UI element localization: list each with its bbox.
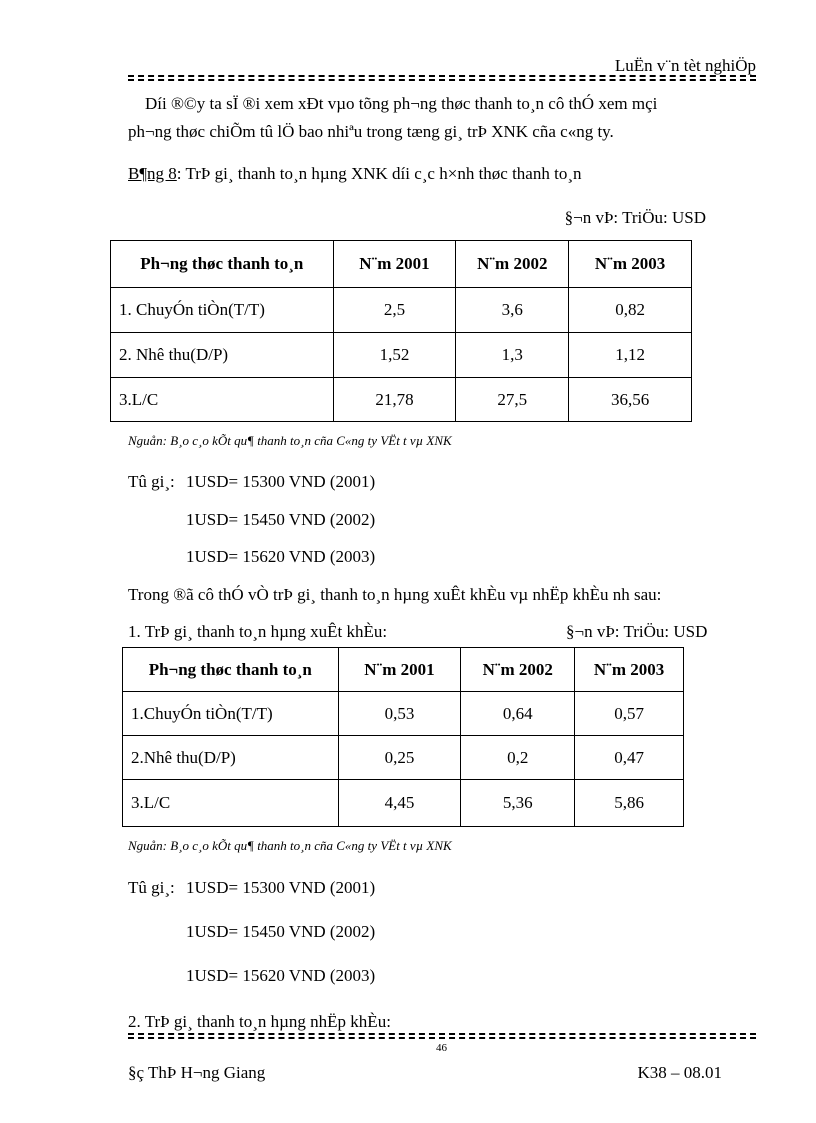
running-header: LuËn v¨n tèt nghiÖp — [614, 56, 756, 75]
table-cell: 0,53 — [338, 692, 461, 736]
payment-table-export — [122, 647, 684, 827]
footer-author: §ç ThÞ H¬ng Giang — [128, 1063, 266, 1082]
exchange-rate-prefix: Tû gi¸: — [128, 472, 175, 491]
unit-label-2: §¬n vÞ: TriÖu: USD — [566, 622, 708, 641]
table-cell: 1,3 — [456, 333, 569, 378]
table-cell: 5,86 — [575, 780, 684, 827]
table-row — [123, 780, 684, 827]
table-cell: 21,78 — [333, 378, 456, 422]
row-label: 2.Nhê thu(D/P) — [123, 736, 339, 780]
section-import-title: 2. TrÞ gi¸ thanh to¸n hµng nhËp khÈu: — [128, 1012, 391, 1031]
exchange-rate-2003: 1USD= 15620 VND (2003) — [186, 966, 376, 985]
page-number: 46 — [436, 1042, 447, 1054]
section-export-title: 1. TrÞ gi¸ thanh to¸n hµng xuÊt khÈu: — [128, 622, 388, 641]
exchange-rate-2001: 1USD= 15300 VND (2001) — [186, 472, 376, 491]
column-header: Ph¬ng thøc thanh to¸n — [123, 648, 339, 692]
header-divider-2 — [128, 79, 756, 81]
column-header: N¨m 2003 — [569, 241, 692, 288]
table-row — [111, 288, 692, 333]
table-cell: 0,64 — [461, 692, 575, 736]
table-header-row — [111, 241, 692, 288]
row-label: 3.L/C — [111, 378, 334, 422]
table-row — [123, 692, 684, 736]
table-caption — [128, 164, 582, 184]
table-cell: 2,5 — [333, 288, 456, 333]
footer-divider-2 — [128, 1037, 756, 1039]
column-header: N¨m 2002 — [456, 241, 569, 288]
header-divider — [128, 75, 756, 77]
paragraph-detail: Trong ®ã cô thÓ vÒ trÞ gi¸ thanh to¸n hµng xuÊt khÈu vµ nhËp khÈu nh sau: — [128, 585, 662, 604]
table-header-row — [123, 648, 684, 692]
table-cell: 4,45 — [338, 780, 461, 827]
intro-line-1: Díi ®©y ta sÏ ®i xem xÐt vµo tõng ph¬ng thøc thanh to¸n cô thÓ xem mçi — [145, 94, 658, 113]
row-label: 1. ChuyÓn tiÒn(T/T) — [111, 288, 334, 333]
unit-label-1: §¬n vÞ: TriÖu: USD — [564, 208, 706, 227]
table-cell: 0,2 — [461, 736, 575, 780]
column-header: N¨m 2001 — [333, 241, 456, 288]
payment-table-total — [110, 240, 692, 422]
table-caption-label: B¶ng 8 — [128, 164, 177, 183]
table-cell: 3,6 — [456, 288, 569, 333]
table-caption-text: : TrÞ gi¸ thanh to¸n hµng XNK díi c¸c h×nh thøc thanh to¸n — [176, 164, 582, 183]
exchange-rate-2002: 1USD= 15450 VND (2002) — [186, 922, 376, 941]
table-cell: 0,57 — [575, 692, 684, 736]
column-header: N¨m 2001 — [338, 648, 461, 692]
column-header: N¨m 2002 — [461, 648, 575, 692]
table-cell: 1,52 — [333, 333, 456, 378]
table-row — [111, 378, 692, 422]
column-header: N¨m 2003 — [575, 648, 684, 692]
row-label: 3.L/C — [123, 780, 339, 827]
row-label: 1.ChuyÓn tiÒn(T/T) — [123, 692, 339, 736]
table-cell: 5,36 — [461, 780, 575, 827]
table-cell: 0,82 — [569, 288, 692, 333]
table-cell: 36,56 — [569, 378, 692, 422]
exchange-rate-2001: 1USD= 15300 VND (2001) — [186, 878, 376, 897]
table-cell: 0,25 — [338, 736, 461, 780]
exchange-rate-2003: 1USD= 15620 VND (2003) — [186, 547, 376, 566]
exchange-rate-2002: 1USD= 15450 VND (2002) — [186, 510, 376, 529]
source-note-2: Nguån: B¸o c¸o kÕt qu¶ thanh to¸n cña C«ng ty VËt t vµ XNK — [128, 838, 452, 853]
row-label: 2. Nhê thu(D/P) — [111, 333, 334, 378]
table-cell: 0,47 — [575, 736, 684, 780]
exchange-rate-prefix: Tû gi¸: — [128, 878, 175, 897]
source-note-1: Nguån: B¸o c¸o kÕt qu¶ thanh to¸n cña C«ng ty VËt t vµ XNK — [128, 433, 452, 448]
table-row — [111, 333, 692, 378]
intro-line-2: ph¬ng thøc chiÕm tû lÖ bao nhiªu trong tæng gi¸ trÞ XNK cña c«ng ty. — [128, 122, 614, 141]
table-cell: 1,12 — [569, 333, 692, 378]
table-row — [123, 736, 684, 780]
table-cell: 27,5 — [456, 378, 569, 422]
column-header: Ph¬ng thøc thanh to¸n — [111, 241, 334, 288]
footer-divider — [128, 1033, 756, 1035]
footer-class: K38 – 08.01 — [637, 1063, 722, 1082]
